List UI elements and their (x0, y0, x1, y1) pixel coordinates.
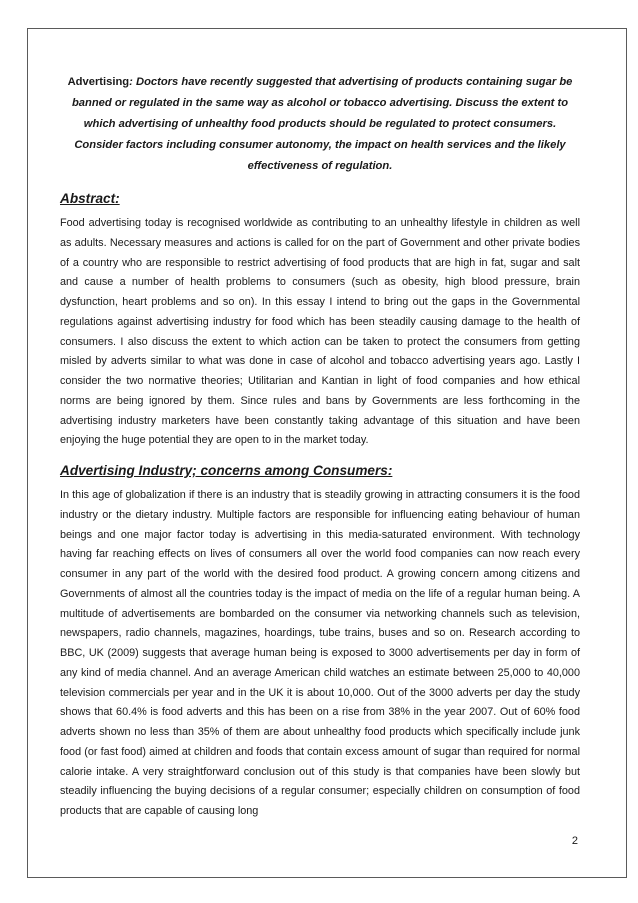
essay-question (60, 72, 580, 177)
page-number: 2 (571, 835, 578, 847)
section-body-advertising-industry: In this age of globalization if there is an industry that is steadily growing in attracting consumers it is the food industry or the dietary industry. Multiple factors are responsible for influencing eating behaviour of human beings and one major factor today is advertising in this media-saturated environment. With technology having far reaching effects on lives of consumers all over the world food companies can now reach every consumer in any part of the world with the desired food product. A growing concern among citizens and Governments of almost all the countries today is the impact of media on the life of a regular human being. A multitude of advertisements are bombarded on the consumer via networking channels such as television, newspapers, radio channels, magazines, hoardings, tube trains, buses and so on. Research according to BBC, UK (2009) suggests that average human being is exposed to 3000 advertisements per day in form of any kind of media channel. And an average American child watches an estimate between 25,000 to 40,000 television commercials per year and in the UK it is about 10,000. Out of the 3000 adverts per day the study shows that 60.4% is food adverts and this has been on a rise from 38% in the year 2007. Out of 60% food adverts shown no less than 35% of them are about unhealthy food products which specifically include junk food (or fast food) aimed at children and foods that contain excess amount of sugar than required for normal calorie intake. A very straightforward conclusion out of this study is that companies have been slowly but steadily influencing the buying decisions of a regular consumer; especially children on consumption of food products that are capable of causing long (60, 489, 580, 817)
essay-question-text: Doctors have recently suggested that advertising of products containing sugar be banned or regulated in the same way as alcohol or tobacco advertising. Discuss the extent to which advertising of unhealthy food products should be regulated to protect consumers. Consider factors including consumer autonomy, the impact on health services and the likely effectiveness of regulation. (71, 76, 573, 172)
section-heading-advertising-industry: Advertising Industry; concerns among Consumers: (60, 463, 393, 478)
document-body (60, 72, 580, 822)
essay-question-separator: : (129, 76, 136, 88)
section-heading-abstract: Abstract: (60, 191, 120, 206)
essay-question-lead: Advertising (67, 76, 130, 88)
section-body-abstract: Food advertising today is recognised worldwide as contributing to an unhealthy lifestyle in children as well as adults. Necessary measures and actions is called for on the part of Government and other private bodies of a country who are responsible to restrict advertising of food products that are high in fat, sugar and salt and cause a number of health problems to consumers (such as obesity, high blood pressure, brain dysfunction, heart problems and so on). In this essay I intend to bring out the gaps in the Governmental regulations against advertising industry for food which has been steadily causing damage to the health of consumers. I also discuss the extent to which action can be taken to protect the consumers from getting misled by adverts similar to what was done in case of alcohol and tobacco advertising years ago. Lastly I consider the two normative theories; Utilitarian and Kantian in light of food companies and how ethical norms are being ignored by them. Since rules and bans by Governments are less forthcoming in the advertising industry marketers have been constantly taking advantage of this situation and have been enjoying the huge potential they are open to in the market today. (60, 217, 580, 447)
